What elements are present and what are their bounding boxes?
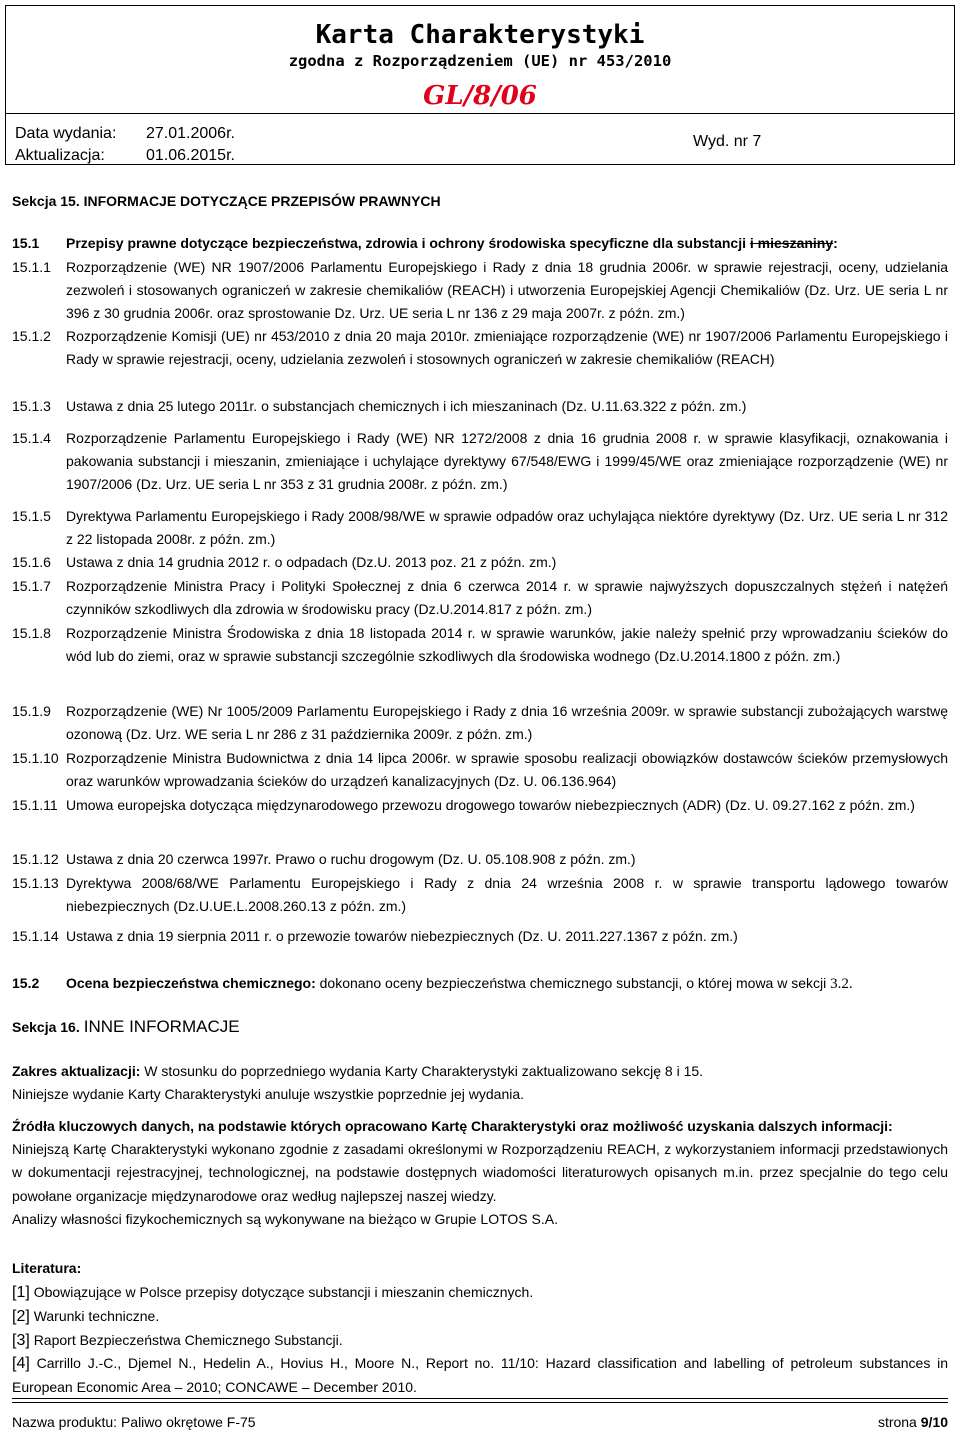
- regulation-item: [12, 848, 948, 871]
- issue-date-value: 27.01.2006r.: [146, 125, 235, 142]
- literature-number: [4]: [12, 1355, 30, 1373]
- section-16-heading: [12, 1017, 240, 1037]
- struck-text: i mieszaniny: [749, 235, 834, 251]
- document-subtitle: zgodna z Rozporządzeniem (UE) nr 453/2010: [288, 52, 672, 70]
- regulation-text: Rozporządzenie Ministra Środowiska z dnia 18 listopada 2014 r. w sprawie warunków, jakie należy spełnić przy wprowadzaniu ścieków do wód lub do ziemi, oraz w sprawie substancji szczególnie szkodliwych dla środowiska wodnego (Dz.U.2014.1800 z późn. zm.): [66, 625, 948, 665]
- regulation-number: 15.1.4: [12, 430, 51, 446]
- regulation-item: [12, 505, 948, 551]
- header-divider: [6, 113, 954, 114]
- footer-divider: [12, 1398, 948, 1403]
- sources-text: Niniejszą Kartę Charakterystyki wykonano zgodnie z zasadami określonymi w Rozporządzeniu REACH, z wykorzystaniem informacji przedstawionych w dokumentacji rejestracyjnej, technologicznej, na podstawie dostępnych wiadomości literaturowych opisanych m.in. przez specjalnie do tego celu powołane organizacje międzynarodowe oraz według najlepszej naszej wiedzy.: [12, 1141, 948, 1204]
- regulation-number: 15.1.14: [12, 928, 59, 944]
- sources-text-2: Analizy własności fizykochemicznych są wykonywane na bieżąco w Grupie LOTOS S.A.: [12, 1210, 558, 1227]
- section-name: INNE INFORMACJE: [83, 1017, 240, 1036]
- regulation-number: 15.1.7: [12, 578, 51, 594]
- regulation-item: [12, 925, 948, 948]
- document-code: GL/8/06: [423, 81, 537, 111]
- regulation-text: Rozporządzenie Ministra Pracy i Polityki Społecznej z dnia 6 czerwca 2014 r. w sprawie najwyższych dopuszczalnych stężeń i natężeń czynników szkodliwych dla zdrowia w środowisku pracy (Dz.U.2014.817 z późn. zm.): [66, 578, 948, 618]
- regulation-number: 15.1.5: [12, 508, 51, 524]
- literature-number: [1]: [12, 1284, 30, 1301]
- regulation-number: 15.1.10: [12, 750, 59, 766]
- regulation-text: Ustawa z dnia 19 sierpnia 2011 r. o przewozie towarów niebezpiecznych (Dz. U. 2011.227.1367 z późn. zm.): [66, 928, 738, 944]
- regulation-number: 15.1.13: [12, 875, 59, 891]
- edition-number: Wyd. nr 7: [693, 133, 762, 150]
- literature-number: [3]: [12, 1331, 30, 1349]
- regulation-text: Rozporządzenie Parlamentu Europejskiego i Rady (WE) NR 1272/2008 z dnia 16 grudnia 2008 r. w sprawie klasyfikacji, oznakowania i pakowania substancji i mieszanin, zmieniające i uchylające dyrektywy 67/548/EWG i 1999/45/WE oraz zmieniające rozporządzenie (WE) nr 1907/2006 (Dz. Urz. UE seria L nr 353 z 31 grudnia 2008r. z późn. zm.): [66, 430, 948, 493]
- regulation-text: Dyrektywa Parlamentu Europejskiego i Rady 2008/98/WE w sprawie odpadów oraz uchylająca niektóre dyrektywy (Dz. Urz. UE seria L nr 312 z 22 listopada 2008r. z późn. zm.): [66, 508, 948, 548]
- regulation-item: [12, 256, 948, 326]
- subsection-15-1: 15.1 Przepisy prawne dotyczące bezpieczeństwa, zdrowia i ochrony środowiska specyficzne dla substancji i mieszaniny:: [12, 232, 948, 255]
- update-scope-label: Zakres aktualizacji:: [12, 1063, 141, 1079]
- regulation-item: [12, 622, 948, 668]
- section-reference: 3.2.: [830, 976, 853, 992]
- literature-list: [12, 1281, 948, 1399]
- literature-text: Carrillo J.-C., Djemel N., Hedelin A., Hovius H., Moore N., Report no. 11/10: Hazard classification and labelling of petroleum substances in European Economic Area – 2010; CONCAWE – December 2010.: [12, 1355, 949, 1396]
- page-number: strona 9/10: [877, 1414, 948, 1430]
- section-number: Sekcja 16.: [12, 1019, 80, 1035]
- regulation-item: [12, 794, 948, 817]
- literature-item: [12, 1329, 948, 1353]
- regulation-number: 15.1.12: [12, 851, 59, 867]
- regulation-text: Rozporządzenie (WE) NR 1907/2006 Parlamentu Europejskiego i Rady z dnia 18 grudnia 2006r. w sprawie rejestracji, oceny, udzielania zezwoleń i stosowanych ograniczeń w zakresie chemikaliów (REACH) i utworzenia Europejskiej Agencji Chemikaliów (Dz. Urz. UE seria L nr 396 z 30 grudnia 2006r. oraz sprostowanie Dz. Urz. UE seria L nr 136 z 29 maja 2007r. z późn. zm.): [66, 259, 948, 322]
- regulation-number: 15.1.3: [12, 398, 51, 414]
- literature-text: Raport Bezpieczeństwa Chemicznego Substancji.: [33, 1331, 343, 1348]
- regulation-text: Ustawa z dnia 20 czerwca 1997r. Prawo o ruchu drogowym (Dz. U. 05.108.908 z późn. zm.): [66, 851, 636, 867]
- issue-date-row: [15, 123, 235, 145]
- subsection-number: 15.1: [12, 235, 40, 251]
- literature-item: [12, 1281, 948, 1305]
- regulation-item: [12, 747, 948, 793]
- regulation-number: 15.1.9: [12, 703, 51, 719]
- issue-date-label: Data wydania:: [15, 125, 117, 142]
- document-title: Karta Charakterystyki: [315, 20, 645, 50]
- regulation-number: 15.1.6: [12, 554, 51, 570]
- update-scope-text: W stosunku do poprzedniego wydania Karty Charakterystyki zaktualizowano sekcję 8 i 15.: [144, 1063, 704, 1079]
- regulation-text: Ustawa z dnia 14 grudnia 2012 r. o odpadach (Dz.U. 2013 poz. 21 z późn. zm.): [66, 554, 557, 570]
- regulation-text: Dyrektywa 2008/68/WE Parlamentu Europejskiego i Rady z dnia 24 września 2008 r. w sprawie transportu lądowego towarów niebezpiecznych (Dz.U.UE.L.2008.260.13 z późn. zm.): [66, 875, 948, 915]
- regulation-item: [12, 575, 948, 621]
- subsection-text: dokonano oceny bezpieczeństwa chemicznego substancji, o której mowa w sekcji: [319, 975, 827, 991]
- sources-heading: Źródła kluczowych danych, na podstawie których opracowano Kartę Charakterystyki oraz możliwość uzyskania dalszych informacji:: [12, 1118, 893, 1134]
- subsection-15-2: [12, 972, 948, 996]
- update-date-value: 01.06.2015r.: [146, 147, 235, 164]
- literature-text: Warunki techniczne.: [33, 1307, 160, 1324]
- subsection-title: Przepisy prawne dotyczące bezpieczeństwa, zdrowia i ochrony środowiska specyficzne dla substancji: [66, 235, 746, 251]
- regulation-number: 15.1.1: [12, 259, 51, 275]
- product-name: Nazwa produktu: Paliwo okrętowe F-75: [12, 1414, 256, 1430]
- regulation-item: [12, 395, 948, 418]
- regulation-item: [12, 872, 948, 918]
- update-date-row: [15, 145, 235, 167]
- regulation-number: 15.1.11: [12, 797, 58, 813]
- regulation-number: 15.1.2: [12, 328, 51, 344]
- regulation-item: [12, 427, 948, 497]
- update-scope-paragraph: [12, 1060, 948, 1106]
- cancellation-note: Niniejsze wydanie Karty Charakterystyki anuluje wszystkie poprzednie jej wydania.: [12, 1086, 525, 1103]
- sources-paragraph: [12, 1115, 948, 1231]
- regulation-number: 15.1.8: [12, 625, 51, 641]
- literature-item: [12, 1352, 948, 1399]
- subsection-label: Ocena bezpieczeństwa chemicznego:: [66, 975, 316, 991]
- literature-item: [12, 1305, 948, 1329]
- literature-heading: Literatura:: [12, 1260, 82, 1276]
- regulation-item: [12, 325, 948, 371]
- regulation-item: [12, 700, 948, 746]
- regulation-text: Umowa europejska dotycząca międzynarodowego przewozu drogowego towarów niebezpiecznych (ADR) (Dz. U. 09.27.162 z późn. zm.): [66, 797, 915, 813]
- regulation-text: Rozporządzenie Komisji (UE) nr 453/2010 z dnia 20 maja 2010r. zmieniające rozporządzenie (WE) nr 1907/2006 Parlamentu Europejskiego i Rady w sprawie rejestracji, oceny, udzielania zezwoleń i stosownych ograniczeń w zakresie chemikaliów (REACH): [66, 328, 948, 368]
- regulation-text: Rozporządzenie (WE) Nr 1005/2009 Parlamentu Europejskiego i Rady z dnia 16 września 2009r. w sprawie substancji zubożających warstwę ozonową (Dz. Urz. WE seria L nr 286 z 31 października 2009r. z późn. zm.): [66, 703, 948, 743]
- regulation-item: [12, 551, 948, 574]
- regulation-text: Ustawa z dnia 25 lutego 2011r. o substancjach chemicznych i ich mieszaninach (Dz. U.11.63.322 z późn. zm.): [66, 398, 747, 414]
- section-15-heading: Sekcja 15. INFORMACJE DOTYCZĄCE PRZEPISÓW PRAWNYCH: [12, 193, 441, 209]
- literature-number: [2]: [12, 1307, 30, 1325]
- document-header: [5, 5, 955, 165]
- literature-text: Obowiązujące w Polsce przepisy dotyczące substancji i mieszanin chemicznych.: [33, 1284, 534, 1300]
- update-date-label: Aktualizacja:: [15, 147, 105, 164]
- subsection-number: 15.2: [12, 975, 40, 991]
- regulation-text: Rozporządzenie Ministra Budownictwa z dnia 14 lipca 2006r. w sprawie sposobu realizacji obowiązków dostawców ścieków przemysłowych oraz warunków wprowadzania ścieków do urządzeń kanalizacyjnych (Dz. U. 06.136.964): [66, 750, 948, 790]
